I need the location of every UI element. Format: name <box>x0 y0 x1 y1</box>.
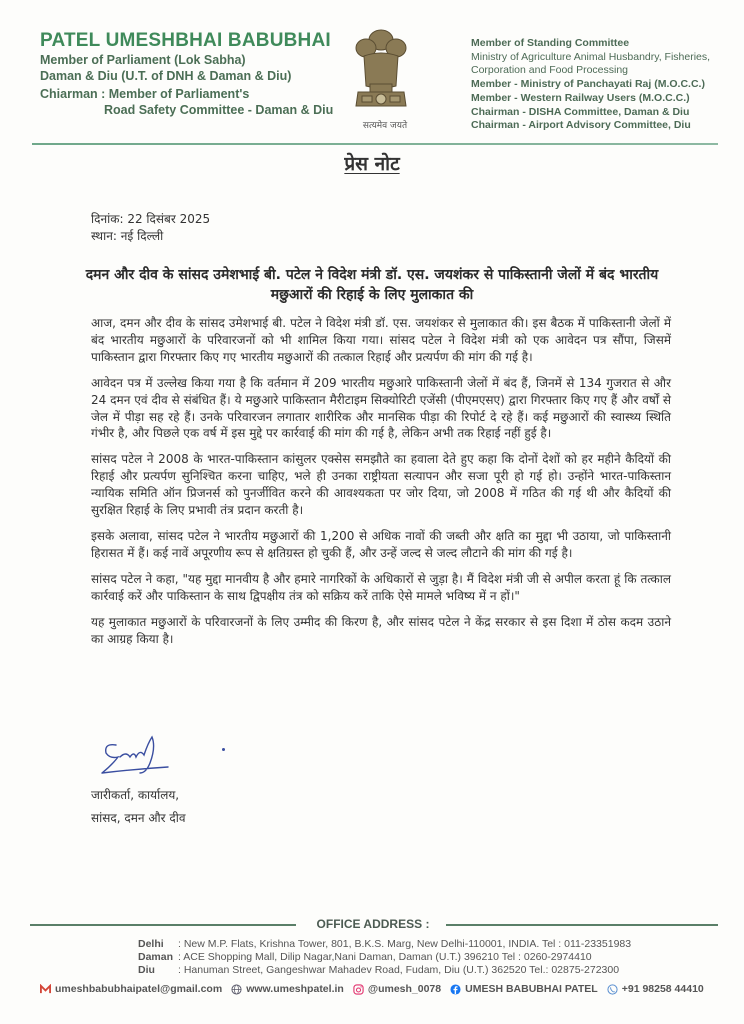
paragraph: आज, दमन और दीव के सांसद उमेशभाई बी. पटेल ने विदेश मंत्री डॉ. एस. जयशंकर से मुलाकात की। इस बैठक में पाकिस्तानी जेलों में बंद भारतीय मछुआरों के परिवारजनों को भी शामिल किया गया। सांसद पटेल ने विदेश मंत्री को एक आवेदन पत्र सौंपा, जिसमें पाकिस्तान द्वारा गिरफ्तार किए गए भारतीय मछुआरों की तत्काल रिहाई और प्रत्यर्पण की मांग की गई है। <box>91 316 671 364</box>
website-contact[interactable] <box>231 983 344 995</box>
address-row-diu <box>138 964 631 977</box>
phone-contact[interactable] <box>607 983 704 995</box>
paragraph: इसके अलावा, सांसद पटेल ने भारतीय मछुआरों की 1,200 से अधिक नावों की जब्ती और क्षति का मुद्दा भी उठाया, जो पाकिस्तानी हिरासत में हैं। कई नावें अपूरणीय रूप से क्षतिग्रस्त हो चुकी हैं, और उन्हें जल्द से जल्द लौटाने की मांग की गई है। <box>91 528 671 560</box>
instagram-contact[interactable] <box>353 983 441 995</box>
mp-name: PATEL UMESHBHAI BABUBHAI <box>40 30 331 51</box>
mp-constituency: Daman & Diu (U.T. of DNH & Daman & Diu) <box>40 69 292 83</box>
ashoka-emblem-icon <box>346 26 416 116</box>
address-city: Diu <box>138 964 155 976</box>
instagram-icon <box>353 984 364 995</box>
paragraph: सांसद पटेल ने कहा, "यह मुद्दा मानवीय है और हमारे नागरिकों के अधिकारों से जुड़ा है। मैं विदेश मंत्री जी से अपील करता हूं कि तत्काल कार्रवाई करें और पाकिस्तान के साथ द्विपक्षीय तंत्र को सक्रिय करें ताकि ऐसे मामले भविष्य में न हों।" <box>91 571 671 603</box>
address-text: : ACE Shopping Mall, Dilip Nagar,Nani Daman, Daman (U.T.) 396210 Tel : 0260-2974410 <box>178 951 592 963</box>
footer-divider-left <box>30 924 296 926</box>
chairman-title: Chiarman : Member of Parliament's <box>40 87 250 101</box>
headline: दमन और दीव के सांसद उमेशभाई बी. पटेल ने विदेश मंत्री डॉ. एस. जयशंकर से पाकिस्तानी जेलों में बंद भारतीय मछुआरों की रिहाई के लिए मुलाकात की <box>85 267 659 303</box>
address-text: : New M.P. Flats, Krishna Tower, 801, B.K.S. Marg, New Delhi-110001, INDIA. Tel : 011-23351983 <box>178 938 632 950</box>
issuer-office: सांसद, दमन और दीव <box>91 811 186 825</box>
paragraph: सांसद पटेल ने 2008 के भारत-पाकिस्तान कांसुलर एक्सेस समझौते का हवाला देते हुए कहा कि दोनों देशों को हर महीने कैदियों की रिहाई और प्रत्यर्पण सुनिश्चित करना चाहिए, भले ही उनका राष्ट्रीयता सत्यापन और सजा पूरी हो गई हो। उन्होंने भारत-पाकिस्तान न्यायिक समिति ऑन प्रिजनर्स को पुनर्जीवित करने की आवश्यकता पर जोर दिया, जो 2008 में गठित की गई थी और कैदियों की सुरक्षित रिहाई के लिए प्रभावी तंत्र प्रदान करती है। <box>91 452 671 518</box>
place-line: स्थान: नई दिल्ली <box>91 229 164 243</box>
committee-line: Member - Western Railway Users (M.O.C.C.) <box>471 91 690 104</box>
committee-line: Corporation and Food Processing <box>471 64 629 77</box>
address-city: Delhi <box>138 938 164 950</box>
paragraph: आवेदन पत्र में उल्लेख किया गया है कि वर्तमान में 209 भारतीय मछुआरे पाकिस्तानी जेलों में बंद हैं, जिनमें से 134 गुजरात से और 24 दमन एवं दीव से संबंधित हैं। ये मछुआरे पाकिस्तान मैरीटाइम सिक्योरिटी एजेंसी (पीएमएसए) द्वारा गिरफ्तार किए गए हैं और वर्षों से जेल में पीड़ा सह रहे हैं। उनके परिवारजन लगातार शारीरिक और मानसिक पीड़ा की रिपोर्ट दे रहे हैं। कई मछुआरों की स्वास्थ्य स्थिति गंभीर है, और पिछले एक वर्ष में इस मुद्दे पर कार्रवाई की मांग की गई है, लेकिन अभी तक रिहाई नहीं हुई है। <box>91 375 671 441</box>
instagram-handle[interactable]: @umesh_0078 <box>367 983 442 995</box>
committee-line: Member - Ministry of Panchayati Raj (M.O.C.C.) <box>471 78 705 91</box>
office-address-title: OFFICE ADDRESS : <box>316 917 430 931</box>
committee-line: Member of Standing Committee <box>471 37 630 49</box>
paragraph: यह मुलाकात मछुआरों के परिवारजनों के लिए उम्मीद की किरण है, और सांसद पटेल ने केंद्र सरकार से इस दिशा में ठोस कदम उठाने का आग्रह किया है। <box>91 614 671 646</box>
emblem-motto: सत्यमेव जयते <box>362 121 408 131</box>
press-body <box>91 315 671 656</box>
date-line: दिनांक: 22 दिसंबर 2025 <box>91 212 211 226</box>
letterhead-right <box>471 37 741 133</box>
committee-line: Chairman - DISHA Committee, Daman & Diu <box>471 105 690 118</box>
phone-number[interactable]: +91 98258 44410 <box>621 983 704 995</box>
contact-bar <box>40 983 704 995</box>
press-note-title-text: प्रेस नोट <box>344 153 400 175</box>
address-row-daman <box>138 951 631 964</box>
office-addresses <box>138 938 631 977</box>
letterhead-divider <box>32 143 718 145</box>
dateline <box>91 211 210 245</box>
facebook-page[interactable]: UMESH BABUBHAI PATEL <box>465 983 598 995</box>
committee-line: Chairman - Airport Advisory Committee, Diu <box>471 119 691 132</box>
address-row-delhi <box>138 938 631 951</box>
committee-line: Ministry of Agriculture Animal Husbandry, Fisheries, <box>471 50 711 63</box>
signoff <box>91 784 186 830</box>
signature-dot <box>222 748 225 751</box>
gmail-icon <box>40 984 51 995</box>
mp-designation: Member of Parliament (Lok Sabha) <box>40 53 246 67</box>
facebook-icon <box>450 984 461 995</box>
address-city: Daman <box>138 951 174 963</box>
footer-divider-right <box>446 924 718 926</box>
globe-icon <box>231 984 242 995</box>
facebook-contact[interactable] <box>450 983 598 995</box>
email-link[interactable]: umeshbabubhaipatel@gmail.com <box>55 983 223 995</box>
signature-icon <box>96 733 186 783</box>
whatsapp-icon <box>607 984 618 995</box>
address-text: : Hanuman Street, Gangeshwar Mahadev Road, Fudam, Diu (U.T.) 362520 Tel.: 02875-272300 <box>178 964 620 976</box>
website-link[interactable]: www.umeshpatel.in <box>246 983 344 995</box>
letterhead-left <box>40 30 340 118</box>
chairman-committee: Road Safety Committee - Daman & Diu <box>104 103 334 117</box>
press-note-title <box>0 150 744 176</box>
issuer-line: जारीकर्ता, कार्यालय, <box>91 788 180 802</box>
signature <box>96 733 186 783</box>
email-contact[interactable] <box>40 983 222 995</box>
national-emblem <box>346 26 416 138</box>
